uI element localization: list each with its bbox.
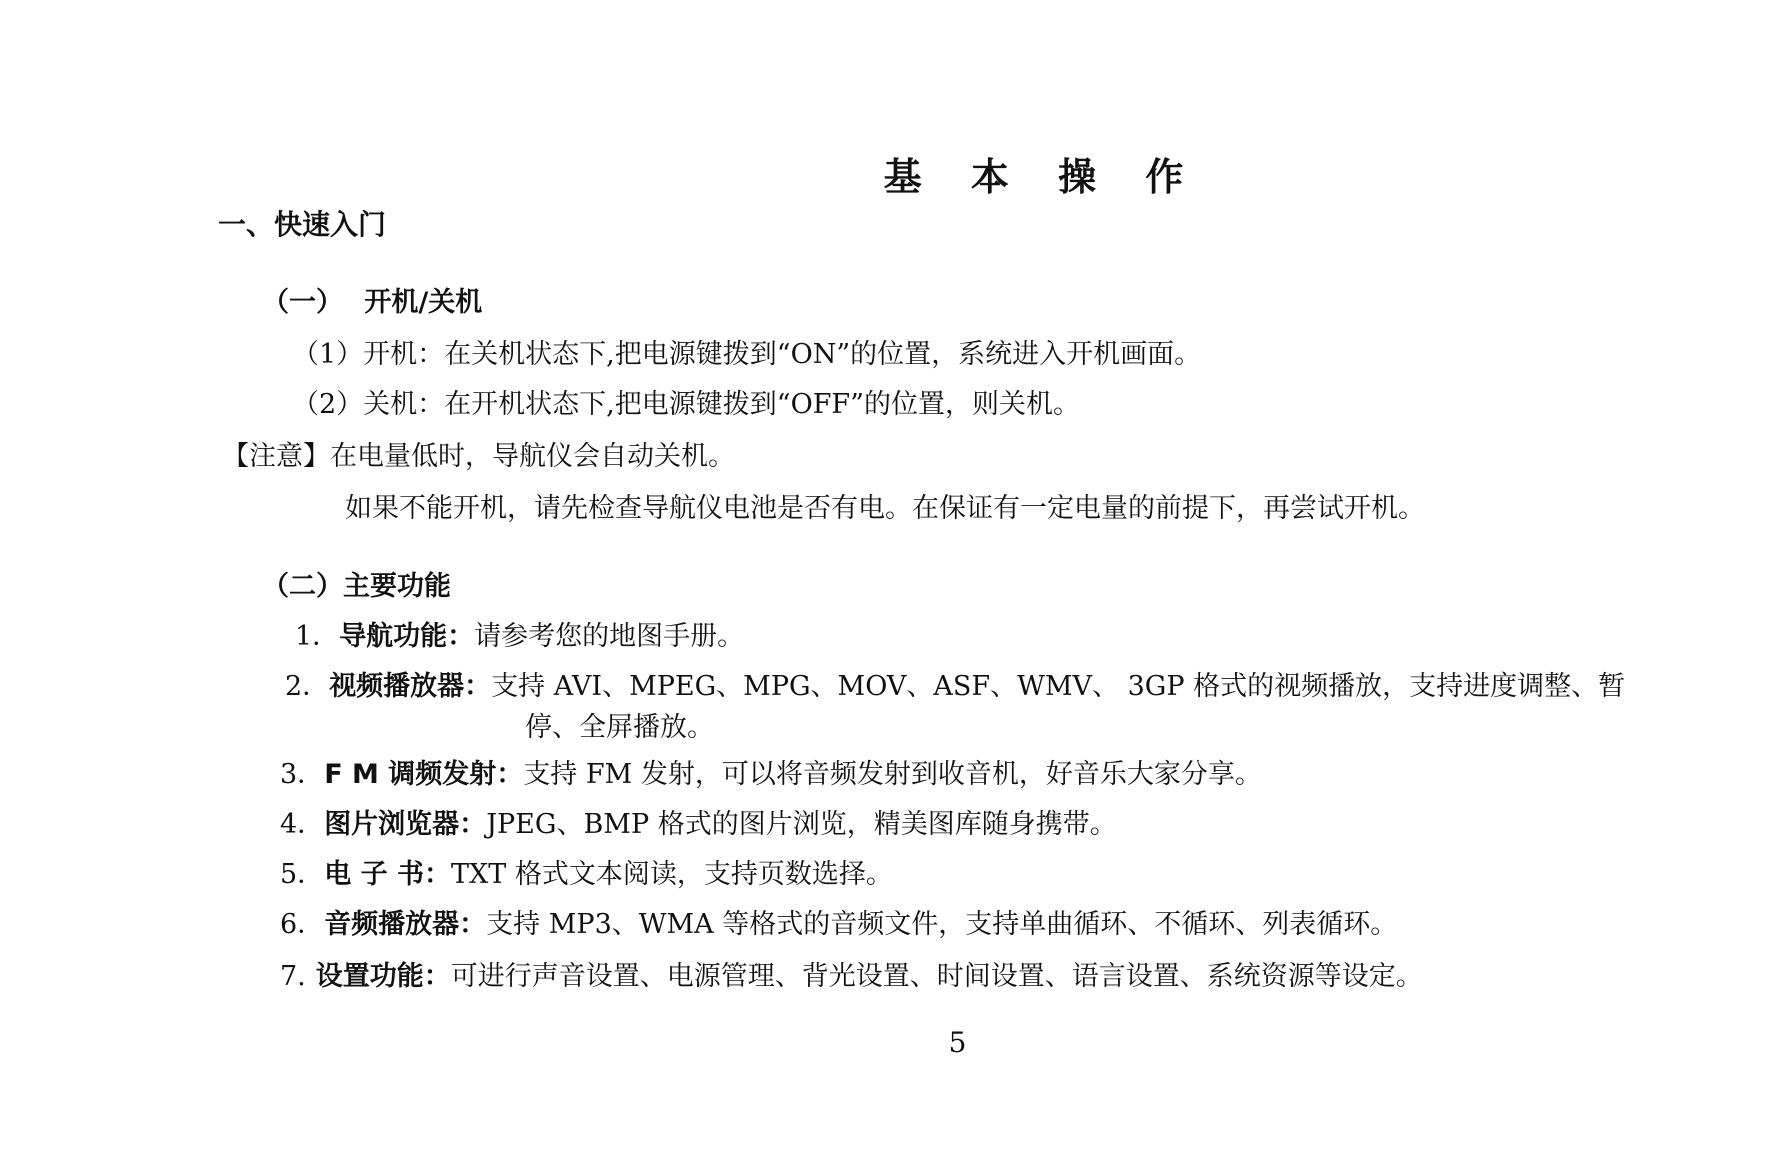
feature-item [280, 908, 1397, 942]
feature-number: 1． [295, 621, 340, 652]
subsection-number: （一） [262, 287, 343, 318]
power-off-instruction: （2）关机：在开机状态下,把电源键拨到“OFF”的位置，则关机。 [292, 389, 1080, 420]
page-number: 5 [948, 1026, 967, 1059]
page-title: 基 本 操 作 [883, 155, 1202, 199]
feature-number: 4． [280, 809, 325, 840]
feature-label: 音频播放器： [324, 909, 487, 940]
feature-number: 7. [280, 961, 306, 992]
feature-label: 电 子 书： [324, 859, 451, 890]
feature-text: 支持 FM 发射，可以将音频发射到收音机，好音乐大家分享。 [523, 759, 1262, 790]
feature-label: 图片浏览器： [324, 809, 487, 840]
feature-number: 6． [280, 909, 325, 940]
feature-number: 3． [280, 759, 325, 790]
feature-text: 支持 MP3、WMA 等格式的音频文件，支持单曲循环、不循环、列表循环。 [486, 909, 1398, 940]
subsection-heading-functions: （二）主要功能 [262, 571, 451, 602]
feature-label: 设置功能： [315, 961, 451, 992]
feature-item [280, 858, 893, 892]
feature-text: 支持 AVI、MPEG、MPG、MOV、ASF、WMV、 3GP 格式的视频播放，支持进度调整、暂 [491, 671, 1626, 702]
feature-label: 视频播放器： [329, 671, 492, 702]
section-heading-quick-start: 一、快速入门 [218, 208, 387, 241]
feature-label: F M 调频发射： [324, 759, 524, 790]
note-text-1: 在电量低时，导航仪会自动关机。 [330, 441, 735, 472]
feature-item [285, 670, 1625, 704]
feature-item [280, 758, 1262, 792]
subsection-heading-power [262, 286, 482, 320]
feature-text-continuation: 停、全屏播放。 [525, 712, 714, 743]
feature-item [280, 808, 1117, 842]
feature-number: 2． [285, 671, 330, 702]
feature-label: 导航功能： [339, 621, 475, 652]
feature-text: JPEG、BMP 格式的图片浏览，精美图库随身携带。 [486, 809, 1117, 840]
subsection-title: 开机/关机 [364, 287, 483, 318]
feature-text: TXT 格式文本阅读，支持页数选择。 [451, 859, 893, 890]
feature-number: 5． [280, 859, 325, 890]
note-line-2: 如果不能开机，请先检查导航仪电池是否有电。在保证有一定电量的前提下，再尝试开机。 [345, 493, 1425, 524]
power-on-instruction: （1）开机：在关机状态下,把电源键拨到“ON”的位置，系统进入开机画面。 [292, 339, 1202, 370]
feature-item [280, 960, 1423, 994]
note-label: 【注意】 [222, 441, 330, 472]
feature-text: 请参考您的地图手册。 [474, 621, 745, 652]
feature-text: 可进行声音设置、电源管理、背光设置、时间设置、语言设置、系统资源等设定。 [450, 961, 1423, 992]
feature-item [295, 620, 744, 654]
note-line-1 [222, 440, 735, 474]
